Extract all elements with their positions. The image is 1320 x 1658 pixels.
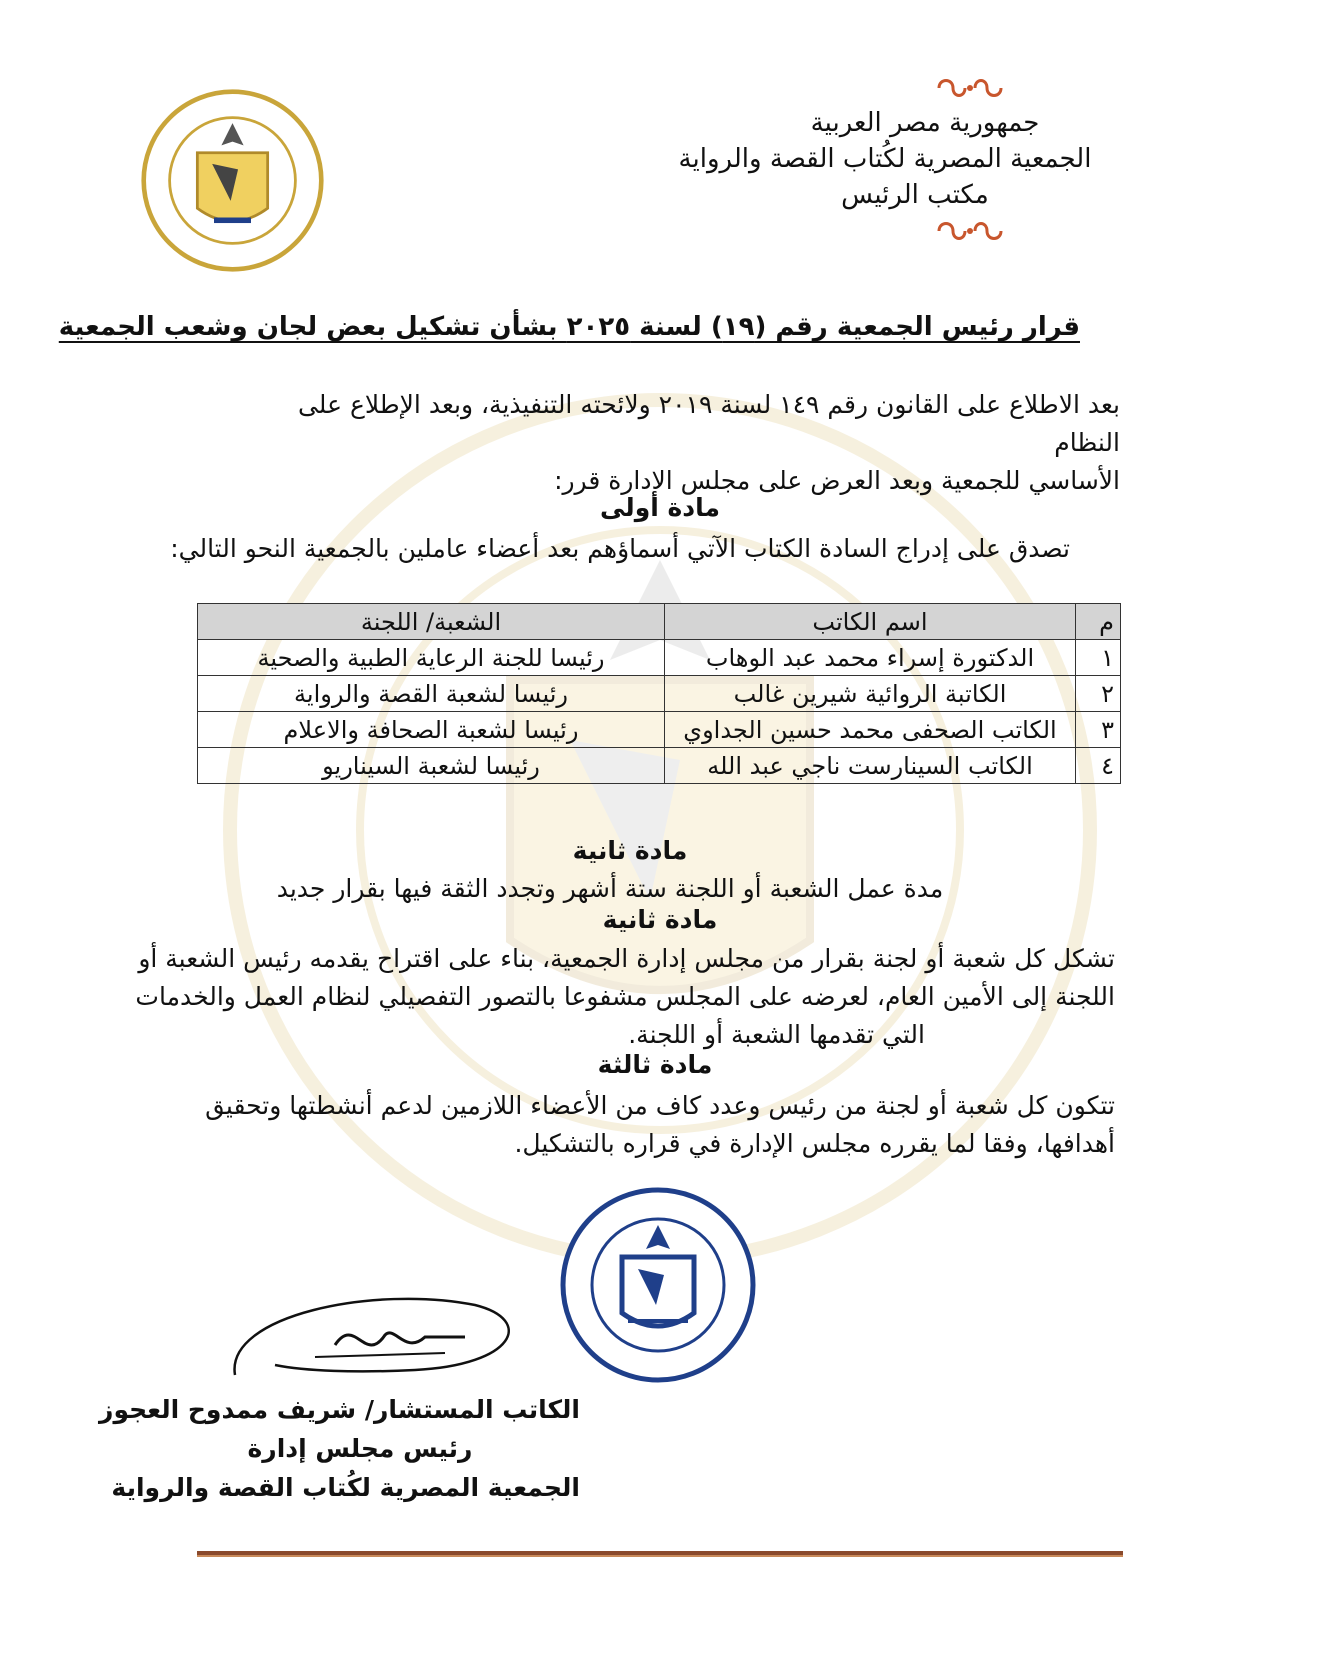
signatory-role: رئيس مجلس إدارة — [247, 1434, 473, 1463]
col-header-number: م — [1076, 604, 1121, 640]
cell-number: ٢ — [1076, 676, 1121, 712]
cell-writer: الكاتب الصحفى محمد حسين الجداوي — [665, 712, 1076, 748]
letterhead — [605, 105, 1165, 213]
article4-heading: مادة ثالثة — [597, 1050, 713, 1079]
cell-writer: الكاتبة الروائية شيرين غالب — [665, 676, 1076, 712]
cell-committee: رئيسا لشعبة الصحافة والاعلام — [198, 712, 665, 748]
col-header-writer: اسم الكاتب — [665, 604, 1076, 640]
table-header-row — [198, 604, 1121, 640]
members-table — [197, 603, 1121, 784]
cell-committee: رئيسا لشعبة القصة والرواية — [198, 676, 665, 712]
signatory-org: الجمعية المصرية لكُتاب القصة والرواية — [111, 1473, 580, 1502]
footer-divider — [197, 1551, 1123, 1557]
preamble-line: بعد الاطلاع على القانون رقم ١٤٩ لسنة ٢٠١٩ ولائحته التنفيذية، وبعد الإطلاع على النظام — [297, 390, 1120, 457]
cell-number: ١ — [1076, 640, 1121, 676]
table-row — [198, 712, 1121, 748]
preamble-line: الأساسي للجمعية وبعد العرض على مجلس الادارة قرر: — [554, 466, 1120, 495]
article3-line: التي تقدمها الشعبة أو اللجنة. — [628, 1020, 925, 1049]
signature-icon — [215, 1275, 535, 1395]
col-header-committee: الشعبة/ اللجنة — [198, 604, 665, 640]
signatory-block — [99, 1390, 580, 1507]
cell-number: ٤ — [1076, 748, 1121, 784]
article4-line: تتكون كل شعبة أو لجنة من رئيس وعدد كاف من الأعضاء اللازمين لدعم أنشطتها وتحقيق — [205, 1091, 1115, 1120]
header-office: مكتب الرئيس — [841, 180, 989, 210]
association-stamp-icon — [558, 1185, 758, 1385]
article3-heading: مادة ثانية — [602, 905, 718, 934]
cell-writer: الدكتورة إسراء محمد عبد الوهاب — [665, 640, 1076, 676]
article1-heading: مادة أولى — [600, 493, 720, 522]
ornament-icon — [935, 76, 1005, 100]
cell-committee: رئيسا لشعبة السيناريو — [198, 748, 665, 784]
header-country: جمهورية مصر العربية — [810, 108, 1040, 138]
decision-title: قرار رئيس الجمعية رقم (١٩) لسنة ٢٠٢٥ بشأن تشكيل بعض لجان وشعب الجمعية — [58, 312, 1080, 342]
cell-writer: الكاتب السينارست ناجي عبد الله — [665, 748, 1076, 784]
preamble — [240, 386, 1120, 500]
ornament-icon — [935, 219, 1005, 243]
table-row — [198, 640, 1121, 676]
header-association: الجمعية المصرية لكُتاب القصة والرواية — [678, 144, 1092, 174]
article2-text: مدة عمل الشعبة أو اللجنة ستة أشهر وتجدد الثقة فيها بقرار جديد — [276, 874, 944, 903]
cell-committee: رئيسا للجنة الرعاية الطبية والصحية — [198, 640, 665, 676]
article3-text — [135, 940, 1115, 1054]
cell-number: ٣ — [1076, 712, 1121, 748]
article4-text — [205, 1087, 1115, 1163]
article2-heading: مادة ثانية — [572, 836, 688, 865]
article1-text: تصدق على إدراج السادة الكتاب الآتي أسماؤهم بعد أعضاء عاملين بالجمعية النحو التالي: — [170, 534, 1070, 563]
table-row — [198, 676, 1121, 712]
article3-line: تشكل كل شعبة أو لجنة بقرار من مجلس إدارة الجمعية، بناء على اقتراح يقدمه رئيس الشعبة أو — [138, 944, 1115, 973]
association-logo-icon — [140, 88, 325, 273]
table-row — [198, 748, 1121, 784]
signatory-name: الكاتب المستشار/ شريف ممدوح العجوز — [99, 1395, 580, 1424]
article3-line: اللجنة إلى الأمين العام، لعرضه على المجلس مشفوعا بالتصور التفصيلي لنظام العمل والخدمات — [135, 982, 1115, 1011]
article4-line: أهدافها، وفقا لما يقرره مجلس الإدارة في قراره بالتشكيل. — [514, 1129, 1115, 1158]
